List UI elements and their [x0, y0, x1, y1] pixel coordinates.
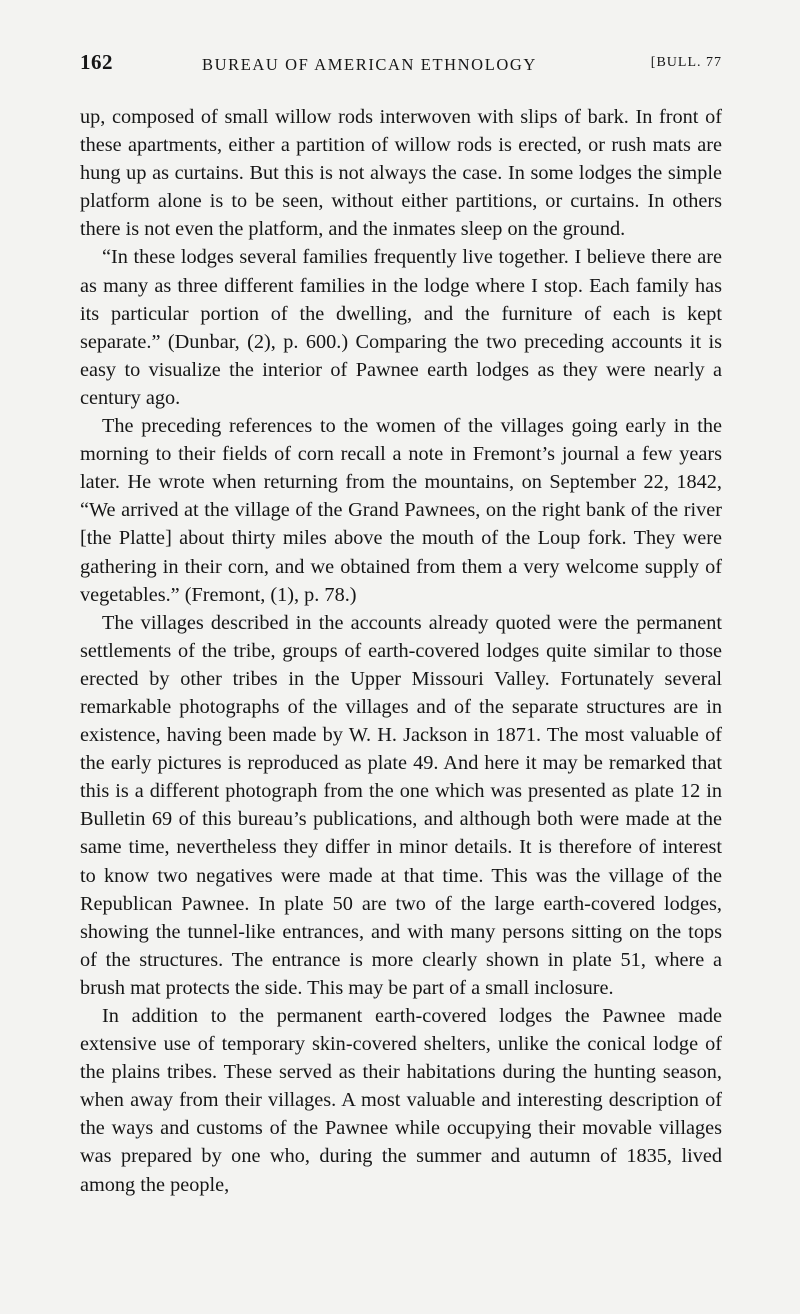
- running-head: [80, 52, 722, 82]
- body-text: [80, 103, 722, 1199]
- running-head-title: BUREAU OF AMERICAN ETHNOLOGY: [202, 55, 537, 74]
- paragraph: In addition to the permanent earth-covered lodges the Pawnee made extensive use of temporary skin-covered shelters, unlike the conical lodge of the plains tribes. These served as their habitations during the hunting season, when away from their villages. A most valuable and interesting description of the ways and customs of the Pawnee while occupying their movable villages was prepared by one who, during the summer and autumn of 1835, lived among the people,: [80, 1005, 722, 1196]
- paragraph: “In these lodges several families frequently live together. I believe there are as many as three different families in the lodge where I stop. Each family has its particular portion of the dwelling, and the furniture of each is kept separate.” (Dunbar, (2), p. 600.) Comparing the two preceding accounts it is easy to visualize the interior of Pawnee earth lodges as they were nearly a century ago.: [80, 246, 722, 409]
- paragraph: The preceding references to the women of the villages going early in the morning to their fields of corn recall a note in Fremont’s journal a few years later. He wrote when returning from the mountains, on September 22, 1842, “We arrived at the village of the Grand Pawnees, on the right bank of the river [the Platte] about thirty miles above the mouth of the Loup fork. They were gathering in their corn, and we obtained from them a very welcome supply of vegetables.” (Fremont, (1), p. 78.): [80, 415, 722, 606]
- page-number: 162: [80, 50, 113, 74]
- paragraph: up, composed of small willow rods interwoven with slips of bark. In front of these apartments, either a partition of willow rods is erected, or rush mats are hung up as curtains. But this is not always the case. In some lodges the simple platform alone is to be seen, without either partitions, or curtains. In others there is not even the platform, and the inmates sleep on the ground.: [80, 106, 722, 241]
- paragraph: The villages described in the accounts already quoted were the permanent settlements of the tribe, groups of earth-covered lodges quite similar to those erected by other tribes in the Upper Missouri Valley. Fortunately several remarkable photographs of the villages and of the separate structures are in existence, having been made by W. H. Jackson in 1871. The most valuable of the early pictures is reproduced as plate 49. And here it may be remarked that this is a different photograph from the one which was presented as plate 12 in Bulletin 69 of this bureau’s publications, and although both were made at the same time, nevertheless they differ in minor details. It is therefore of interest to know two negatives were made at that time. This was the village of the Republican Pawnee. In plate 50 are two of the large earth-covered lodges, showing the tunnel-like entrances, and with many persons sitting on the tops of the structures. The entrance is more clearly shown in plate 51, where a brush mat protects the side. This may be part of a small inclosure.: [80, 611, 722, 999]
- bulletin-reference: [BULL. 77: [650, 55, 722, 70]
